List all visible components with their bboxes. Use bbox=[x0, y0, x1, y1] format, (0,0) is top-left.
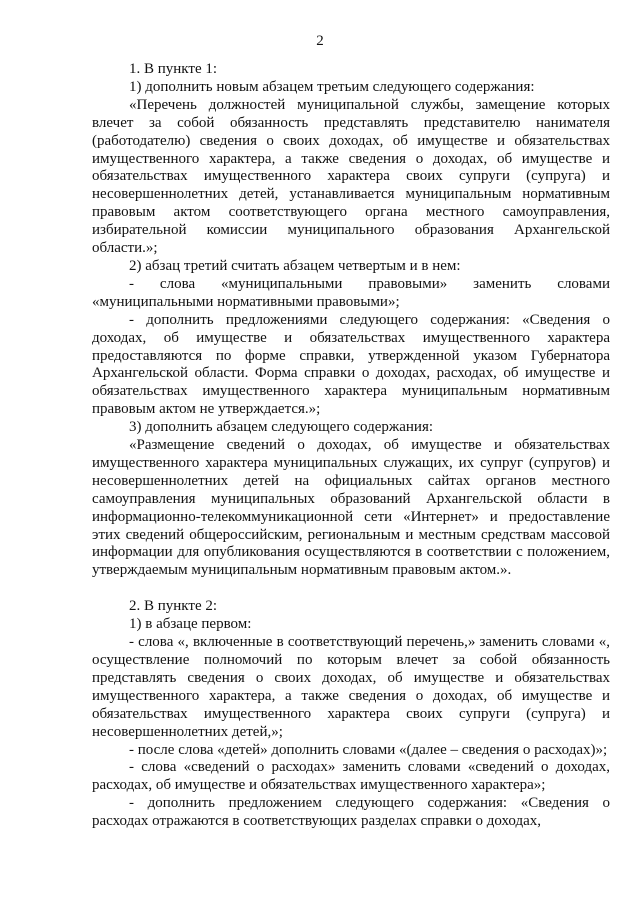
dash-item-replace-words: - слова «муниципальными правовыми» заменить словами «муниципальными нормативными правовыми»; bbox=[92, 275, 610, 310]
dash-item-add-sentences: - дополнить предложениями следующего содержания: «Сведения о доходах, об имуществе и обязательствах имущественного характера предоставляются по форме справки, утвержденной указом Губернатора Архангельской области. Форма справки о доходах, расходах, об имуществе и обязательствах имущественного характера муниципальным нормативным правовым актом не утверждается.»; bbox=[92, 311, 610, 418]
dash-item-replace-expenses: - слова «сведений о расходах» заменить словами «сведений о доходах, расходах, об имуществе и обязательствах имущественного характера»; bbox=[92, 759, 610, 794]
subitem-2-paragraph-renumber: 2) абзац третий считать абзацем четвертым и в нем: bbox=[129, 257, 461, 274]
quoted-paragraph-position-list: «Перечень должностей муниципальной службы, замещение которых влечет за собой обязанность представлять представителю нанимателя (работодателю) сведения о своих доходах, об имуществе и обязательствах имущественного характера, а также сведения о доходах, об имуществе и обязательствах имущественного характера своих супруги (супруга) и несовершеннолетних детей, устанавливается муниципальным нормативным правовым актом соответствующего органа местного самоуправления, избирательной комиссии муниципального образования Архангельской области.»; bbox=[92, 96, 610, 257]
quoted-paragraph-publication: «Размещение сведений о доходах, об имуществе и обязательствах имущественного характера муниципальных служащих, их супруг (супругов) и несовершеннолетних детей на официальных сайтах органов местного самоуправления муниципальных образований Архангельской области в информационно-телекоммуникационной сети «Интернет» и предоставление этих сведений общероссийским, региональным и местным средствам массовой информации для опубликования осуществляются в соответствии с положением, утверждаемым муниципальным нормативным правовым актом.». bbox=[92, 437, 610, 579]
subitem-1-first-paragraph: 1) в абзаце первом: bbox=[129, 616, 252, 633]
subitem-3-add-paragraph: 3) дополнить абзацем следующего содержания: bbox=[129, 419, 434, 436]
page-number: 2 bbox=[316, 33, 324, 49]
subitem-1-add-paragraph: 1) дополнить новым абзацем третьим следующего содержания: bbox=[129, 78, 535, 95]
dash-item-add-sentence: - дополнить предложением следующего содержания: «Сведения о расходах отражаются в соответствующих разделах справки о доходах, bbox=[92, 795, 610, 830]
section-gap bbox=[92, 580, 610, 598]
document-body bbox=[92, 61, 610, 831]
dash-item-replace-included: - слова «, включенные в соответствующий перечень,» заменить словами «, осуществление полномочий по которым влечет за собой обязанность представлять сведения о своих доходах, об имуществе и обязательствах имущественного характера, а также сведения о доходах, об имуществе и обязательствах имущественного характера своих супруги (супруга) и несовершеннолетних детей,»; bbox=[92, 634, 610, 740]
item-point-2-heading: 2. В пункте 2: bbox=[129, 598, 218, 615]
dash-item-after-children: - после слова «детей» дополнить словами «(далее – сведения о расходах)»; bbox=[129, 741, 608, 758]
item-point-1-heading: 1. В пункте 1: bbox=[129, 61, 218, 77]
